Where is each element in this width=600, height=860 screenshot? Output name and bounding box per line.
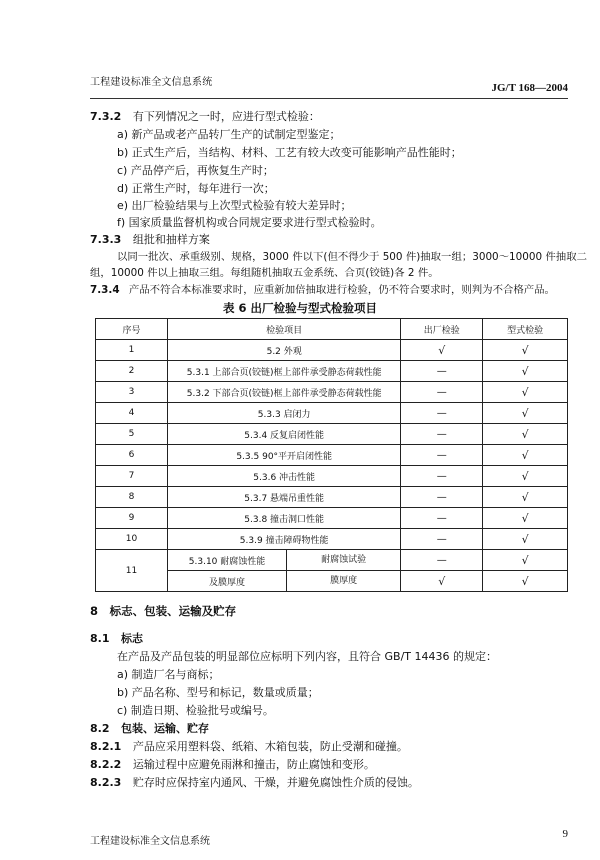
page-number: 9 [562,828,568,840]
type-check-mark: √ [483,487,568,508]
type-check-mark: √ [483,361,568,382]
standard-number: JG/T 168—2004 [491,82,568,94]
factory-check-mark: √ [401,340,483,361]
header-left-text: 工程建设标准全文信息系统 [90,77,213,88]
row-number: 2 [96,361,168,382]
inspection-item: 5.2 外观 [168,340,401,361]
subsection-8-1-heading [90,632,143,646]
header-cell: 型式检验 [483,319,568,340]
list-item: c) 制造日期、检验批号或编号。 [117,704,274,717]
factory-check-mark: √ [401,571,483,592]
sub-item: 耐腐蚀试验 [286,550,400,570]
list-item: e) 出厂检验结果与上次型式检验有较大差异时； [117,199,352,212]
list-item: f) 国家质量监督机构或合同规定要求进行型式检验时。 [117,216,382,229]
type-check-mark: √ [483,550,568,571]
inspection-item: 5.3.4 反复启闭性能 [168,424,401,445]
section-number: 8 [90,604,99,618]
inspection-item-split [168,571,401,592]
type-check-mark: √ [483,340,568,361]
list-item: d) 正常生产时，每年进行一次； [117,182,275,195]
inspection-item: 5.3.10 耐腐蚀性能 [188,556,266,567]
row-number: 1 [96,340,168,361]
row-number: 8 [96,487,168,508]
clause-number: 8.2.1 [90,740,122,753]
factory-dash: — [401,361,483,382]
inspection-item: 5.3.9 撞击障碍物性能 [168,529,401,550]
factory-dash: — [401,487,483,508]
factory-dash: — [401,424,483,445]
clause-8-2-3 [90,776,419,790]
table-row [96,403,568,424]
list-item: c) 产品停产后，再恢复生产时； [117,164,274,177]
header-cell: 检验项目 [168,319,401,340]
header-cell: 序号 [96,319,168,340]
section-title: 标志、包装、运输及贮存 [109,604,237,618]
clause-number: 7.3.3 [90,233,122,246]
clause-number: 8.2.3 [90,776,122,789]
table-row [96,529,568,550]
factory-dash: — [401,403,483,424]
table-row [96,361,568,382]
inspection-item: 5.3.5 90°平开启闭性能 [168,445,401,466]
factory-dash: — [401,466,483,487]
factory-dash: — [401,382,483,403]
inspection-item: 及膜厚度 [209,577,246,588]
list-item: b) 产品名称、型号和标记，数量或质量； [117,686,319,699]
type-check-mark: √ [483,382,568,403]
inspection-item: 5.3.2 下部合页(铰链)框上部件承受静态荷载性能 [168,382,401,403]
inspection-item-split [168,550,401,571]
factory-dash: — [401,508,483,529]
table-row [96,550,568,571]
inspection-item: 5.3.1 上部合页(铰链)框上部件承受静态荷载性能 [168,361,401,382]
clause-number: 7.3.4 [90,284,120,296]
type-check-mark: √ [483,571,568,592]
clause-number: 7.3.2 [90,110,122,123]
section-title: 包装、运输、贮存 [121,722,209,735]
type-check-mark: √ [483,529,568,550]
clause-text: 有下列情况之一时，应进行型式检验： [132,110,320,123]
clause-text: 组批和抽样方案 [132,233,210,246]
row-number: 3 [96,382,168,403]
section-number: 8.1 [90,632,110,645]
list-item: b) 正式生产后，当结构、材料、工艺有较大改变可能影响产品性能时； [117,146,462,159]
clause-text: 运输过程中应避免雨淋和撞击，防止腐蚀和变形。 [132,758,375,771]
table-row [96,340,568,361]
section-8-heading [90,604,236,618]
inspection-item: 5.3.6 冲击性能 [168,466,401,487]
row-number: 11 [96,550,168,592]
list-item: a) 制造厂名与商标； [117,668,220,681]
type-check-mark: √ [483,445,568,466]
clause-8-2-2 [90,758,375,772]
table-row [96,445,568,466]
clause-text: 贮存时应保持室内通风、干燥，并避免腐蚀性介质的侵蚀。 [132,776,419,789]
clause-7-3-4 [90,283,555,297]
subsection-8-2-heading [90,722,209,736]
paragraph-line: 以同一批次、承重级别、规格，3000 件以下(但不得少于 500 件)抽取一组；3000～10000 件抽取二 [117,251,587,263]
inspection-item: 5.3.3 启闭力 [168,403,401,424]
factory-dash: — [401,529,483,550]
type-check-mark: √ [483,508,568,529]
list-item: a) 新产品或老产品转厂生产的试制定型鉴定； [117,128,341,141]
footer-text: 工程建设标准全文信息系统 [90,836,210,847]
table-caption: 表 6 出厂检验与型式检验项目 [222,301,377,315]
header-cell: 出厂检验 [401,319,483,340]
row-number: 10 [96,529,168,550]
paragraph-line: 在产品及产品包装的明显部位应标明下列内容，且符合 GB/T 14436 的规定： [117,650,497,663]
table-row [96,424,568,445]
sub-item: 膜厚度 [286,571,400,591]
inspection-table [95,318,568,592]
row-number: 9 [96,508,168,529]
clause-text: 产品不符合本标准要求时，应重新加倍抽取进行检验，仍不符合要求时，则判为不合格产品。 [128,284,555,296]
row-number: 7 [96,466,168,487]
clause-text: 产品应采用塑料袋、纸箱、木箱包装，防止受潮和碰撞。 [132,740,408,753]
table-header-row [96,319,568,340]
row-number: 4 [96,403,168,424]
type-check-mark: √ [483,403,568,424]
paragraph-line: 组，10000 件以上抽取三组。每组随机抽取五金系统、合页(铰链)各 2 件。 [90,267,439,279]
section-title: 标志 [121,632,143,645]
factory-dash: — [401,550,483,571]
inspection-item: 5.3.8 撞击洞口性能 [168,508,401,529]
clause-7-3-2 [90,110,320,124]
row-number: 5 [96,424,168,445]
table-row [96,487,568,508]
type-check-mark: √ [483,466,568,487]
row-number: 6 [96,445,168,466]
table-row [96,508,568,529]
table-row [96,382,568,403]
clause-8-2-1 [90,740,408,754]
header-rule [90,98,568,99]
type-check-mark: √ [483,424,568,445]
section-number: 8.2 [90,722,110,735]
factory-dash: — [401,445,483,466]
table-row [96,466,568,487]
clause-number: 8.2.2 [90,758,122,771]
clause-7-3-3 [90,233,210,247]
inspection-item: 5.3.7 悬端吊重性能 [168,487,401,508]
